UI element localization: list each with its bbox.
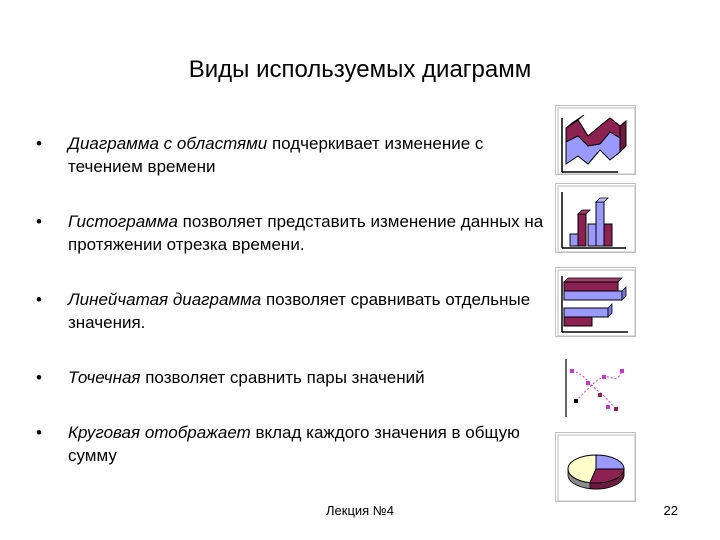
bullet-dot: • <box>36 134 42 153</box>
page-number: 22 <box>663 503 678 518</box>
column-chart-icon <box>555 183 636 253</box>
page-title: Виды используемых диаграмм <box>188 56 532 83</box>
bullet-list <box>36 132 546 499</box>
bullet-text: вклад каждого значения в общую сумму <box>68 423 520 465</box>
bullet-text: позволяет сравнивать отдельные значения. <box>68 290 531 332</box>
bullet-term: Точечная <box>68 368 141 387</box>
bullet-dot: • <box>36 290 42 309</box>
bar-chart-icon <box>555 267 636 337</box>
bullet-term: Диаграмма с областями <box>68 134 268 153</box>
bullet-text: подчеркивает изменение с течением времени <box>68 134 484 176</box>
list-item <box>36 421 546 467</box>
bullet-text: позволяет представить изменение данных на протяжении отрезка времени. <box>68 212 544 254</box>
bullet-term: Линейчатая диаграмма <box>68 290 262 309</box>
bullet-text: позволяет сравнить пары значений <box>140 368 425 387</box>
bullet-dot: • <box>36 368 42 387</box>
bullet-term: Круговая отображает <box>68 423 251 442</box>
bullet-term: Гистограмма <box>68 212 178 231</box>
list-item <box>36 132 546 178</box>
pie-chart-icon <box>555 432 636 502</box>
list-item <box>36 210 546 256</box>
bullet-dot: • <box>36 423 42 442</box>
footer-lecture: Лекция №4 <box>326 503 394 518</box>
list-item <box>36 366 546 389</box>
area-chart-icon <box>555 105 636 175</box>
bullet-dot: • <box>36 212 42 231</box>
scatter-chart-icon <box>555 352 636 422</box>
list-item <box>36 288 546 334</box>
